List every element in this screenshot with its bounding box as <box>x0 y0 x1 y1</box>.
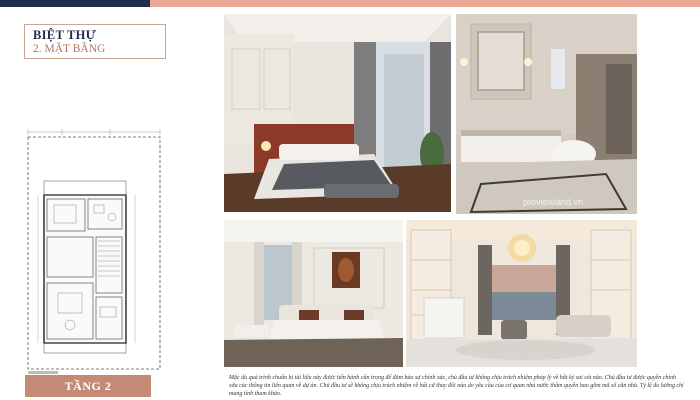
page-title: BIỆT THỰ <box>33 28 96 42</box>
floor-label: TẦNG 2 <box>25 375 151 397</box>
living-room-render-photo <box>406 220 637 367</box>
bedroom-render-photo <box>224 14 451 212</box>
top-accent-bar-navy <box>0 0 150 7</box>
page-subtitle: 2. MẶT BẰNG <box>33 43 106 55</box>
master-bedroom-render-photo <box>224 220 403 367</box>
floor-plan-drawing <box>20 125 170 375</box>
photo-watermark: proviewland.vn <box>523 197 584 207</box>
section-title-box <box>24 24 166 59</box>
legal-disclaimer: Mặc dù quá trình chuẩn bị tài liệu này được tiến hành cẩn trọng để đảm bảo sự chính xác, chủ đầu tư không chịu trách nhiệm pháp lý về bất kỳ sai sót nào. Chủ đầu tư được quyền chỉnh sửa các thông tin liên quan về dự án. Chủ đầu tư sẽ không chịu trách nhiệm về bất cứ thay đổi nào do yêu cầu của cơ quan nhà nước thẩm quyền bao gồm mã số căn nhà. Tỷ lệ đo lường chỉ mang tính tham khảo. <box>229 375 684 398</box>
bathroom-render-photo <box>456 14 637 214</box>
top-accent-bar-salmon <box>150 0 700 7</box>
